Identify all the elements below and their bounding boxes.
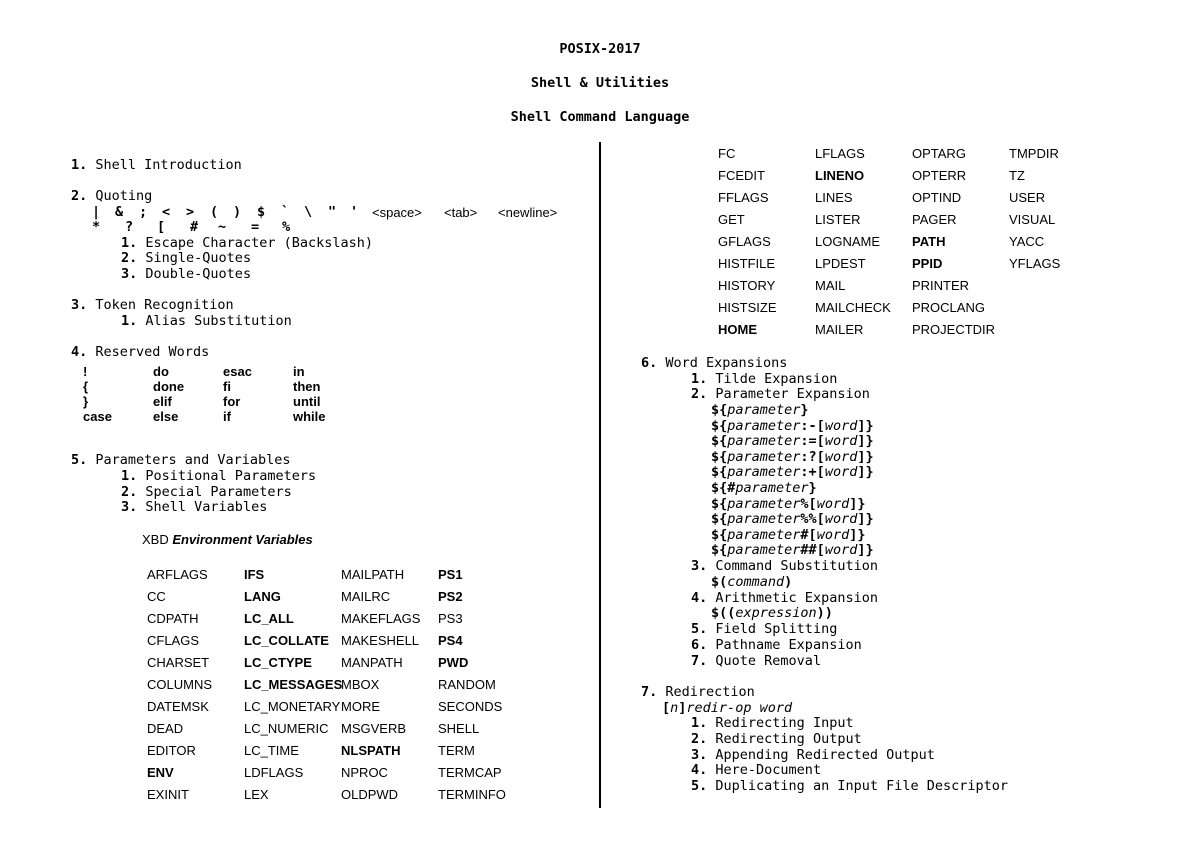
env-var: FCEDIT <box>718 168 765 183</box>
section-title: Word Expansions <box>665 355 788 371</box>
doc-section-title: Shell Command Language <box>510 109 690 125</box>
env-var: HISTORY <box>718 278 776 293</box>
section-number: 4. <box>71 344 88 360</box>
env-var: FFLAGS <box>718 190 769 205</box>
section-6-heading <box>641 357 787 371</box>
parameter-form <box>711 448 874 465</box>
quote-char: ? <box>125 219 134 235</box>
env-var: PAGER <box>912 212 957 227</box>
env-var: DATEMSK <box>147 699 209 714</box>
sub-title: Field Splitting <box>715 621 838 637</box>
form-italic: expression <box>735 605 817 621</box>
reserved-word: else <box>153 409 179 424</box>
form-suffix: ]} <box>857 542 874 559</box>
sub-title: Quote Removal <box>715 653 822 669</box>
quote-char: ( <box>210 204 219 220</box>
section-number: 2. <box>71 188 88 204</box>
form-parameter: parameter <box>727 417 801 434</box>
env-var: MAILRC <box>341 589 391 604</box>
env-var: PS1 <box>438 567 463 582</box>
reserved-word: if <box>223 409 231 424</box>
parameter-form <box>711 513 874 527</box>
reserved-words-table <box>83 365 363 423</box>
parameter-form <box>711 435 874 449</box>
section-2-2 <box>121 252 251 266</box>
form-prefix: $( <box>711 574 728 590</box>
parameter-form <box>711 466 874 480</box>
quote-char: > <box>186 204 195 220</box>
env-var: SECONDS <box>438 699 503 714</box>
sub-title: Duplicating an Input File Descriptor <box>715 778 1009 794</box>
env-var: NLSPATH <box>341 743 401 758</box>
env-var: VISUAL <box>1009 212 1056 227</box>
form-word: word <box>824 448 858 465</box>
env-var: TZ <box>1009 168 1025 183</box>
env-var: MAILCHECK <box>815 300 891 315</box>
quote-char: [ <box>157 219 166 235</box>
quote-whitespace-token: <newline> <box>498 205 558 220</box>
env-var: YACC <box>1009 234 1045 249</box>
quote-char: = <box>251 219 260 235</box>
form-word: word <box>824 542 858 559</box>
quote-char: " <box>328 204 337 220</box>
env-var: ARFLAGS <box>147 567 208 582</box>
section-title: Redirection <box>665 684 755 700</box>
sub-title: Redirecting Input <box>715 715 854 731</box>
section-7-2 <box>691 733 862 747</box>
section-6-3 <box>691 560 878 574</box>
reserved-word: { <box>83 379 89 394</box>
form-word: word <box>816 526 850 543</box>
form-parameter: parameter <box>727 433 801 450</box>
parameter-form <box>711 495 866 512</box>
env-var: LPDEST <box>815 256 866 271</box>
form-suffix: } <box>808 480 817 496</box>
quote-char: \ <box>304 204 313 220</box>
form-prefix: ${ <box>711 495 728 512</box>
form-word: word <box>824 417 858 434</box>
env-var: LC_ALL <box>244 611 294 626</box>
reserved-word: until <box>293 394 321 409</box>
form-rest: redir-op word <box>686 700 793 716</box>
env-var: EDITOR <box>147 743 196 758</box>
xbd-title: Environment Variables <box>172 532 313 547</box>
env-var: LDFLAGS <box>244 765 304 780</box>
section-1-heading <box>71 159 242 173</box>
env-var: YFLAGS <box>1009 256 1061 271</box>
section-7-4 <box>691 764 821 778</box>
env-var: TERM <box>438 743 475 758</box>
env-var: CFLAGS <box>147 633 200 648</box>
form-parameter: parameter <box>727 511 801 528</box>
env-var: ENV <box>147 765 174 780</box>
sub-number: 3. <box>121 266 138 282</box>
form-operator: :?[ <box>800 448 825 465</box>
sub-title: Appending Redirected Output <box>715 747 935 763</box>
form-suffix: ]} <box>857 511 874 528</box>
form-parameter: parameter <box>727 402 801 418</box>
form-operator: #[ <box>800 526 817 543</box>
form-prefix: ${ <box>711 526 728 543</box>
form-suffix: )) <box>816 605 833 621</box>
form-operator: %%[ <box>800 511 825 528</box>
form-prefix: ${ <box>711 464 728 481</box>
quote-char: * <box>92 219 101 235</box>
section-2-1 <box>121 237 373 251</box>
reserved-word: elif <box>153 394 172 409</box>
env-var: LC_COLLATE <box>244 633 329 648</box>
env-var <box>1009 323 1106 336</box>
form-operator: ##[ <box>800 542 825 559</box>
sub-title: Escape Character (Backslash) <box>145 235 373 251</box>
parameter-form <box>711 482 817 496</box>
xbd-prefix: XBD <box>142 532 169 547</box>
sub-number: 1. <box>121 468 138 484</box>
sub-number: 2. <box>691 731 708 747</box>
env-var: MANPATH <box>341 655 403 670</box>
reserved-word: do <box>153 364 169 379</box>
section-6-1 <box>691 373 837 387</box>
sub-title: Double-Quotes <box>145 266 252 282</box>
env-var: LC_MESSAGES <box>244 677 343 692</box>
env-var: FC <box>718 146 736 161</box>
reserved-word: for <box>223 394 241 409</box>
form-parameter: parameter <box>727 542 801 559</box>
sub-number: 3. <box>691 747 708 763</box>
sub-title: Arithmetic Expansion <box>715 590 878 606</box>
doc-subtitle: Shell & Utilities <box>530 75 670 91</box>
command-subst-form <box>711 576 792 590</box>
section-number: 1. <box>71 157 88 173</box>
env-var: LOGNAME <box>815 234 881 249</box>
redirection-form <box>662 702 792 716</box>
sub-title: Single-Quotes <box>145 250 252 266</box>
form-suffix: ]} <box>857 433 874 450</box>
quote-char: < <box>162 204 171 220</box>
section-6-7 <box>691 655 821 669</box>
section-number: 5. <box>71 452 88 468</box>
sub-number: 4. <box>691 762 708 778</box>
env-var: PRINTER <box>912 278 970 293</box>
sub-number: 1. <box>121 313 138 329</box>
sub-title: Special Parameters <box>145 484 292 500</box>
sub-number: 5. <box>691 778 708 794</box>
reserved-word: then <box>293 379 321 394</box>
form-suffix: } <box>800 402 809 418</box>
env-var: EXINIT <box>147 787 189 802</box>
section-number: 7. <box>641 684 658 700</box>
env-var: MAKESHELL <box>341 633 420 648</box>
form-suffix: ]} <box>857 464 874 481</box>
section-title: Reserved Words <box>95 344 210 360</box>
env-var: SHELL <box>438 721 480 736</box>
sub-title: Positional Parameters <box>145 468 317 484</box>
section-title: Parameters and Variables <box>95 452 291 468</box>
env-var: PS4 <box>438 633 463 648</box>
env-var: LFLAGS <box>815 146 865 161</box>
section-6-6 <box>691 639 862 653</box>
quote-char: ' <box>350 204 359 220</box>
env-var: PROCLANG <box>912 300 985 315</box>
sub-number: 2. <box>121 250 138 266</box>
sub-number: 2. <box>691 386 708 402</box>
env-var: LC_CTYPE <box>244 655 312 670</box>
sub-title: Command Substitution <box>715 558 878 574</box>
section-7-heading <box>641 686 755 700</box>
env-var: NPROC <box>341 765 388 780</box>
reserved-word: esac <box>223 364 252 379</box>
env-var: MAIL <box>815 278 846 293</box>
form-word: word <box>824 464 858 481</box>
section-title: Shell Introduction <box>95 157 242 173</box>
form-operator: :=[ <box>800 433 825 450</box>
env-vars-table-left <box>147 568 535 801</box>
env-var: LEX <box>244 787 269 802</box>
reserved-word: fi <box>223 379 231 394</box>
section-3-heading <box>71 299 234 313</box>
section-2-heading <box>71 190 152 204</box>
env-var: USER <box>1009 190 1046 205</box>
quote-char: ` <box>281 204 290 220</box>
section-5-2 <box>121 486 292 500</box>
env-var: PWD <box>438 655 469 670</box>
quote-char: ) <box>233 204 242 220</box>
reserved-word: in <box>293 364 305 379</box>
env-var: MORE <box>341 699 380 714</box>
sub-title: Shell Variables <box>145 499 268 515</box>
env-var: PATH <box>912 234 946 249</box>
quote-char: % <box>282 219 291 235</box>
env-var: TERMCAP <box>438 765 502 780</box>
env-var: CHARSET <box>147 655 210 670</box>
quote-char: | <box>92 204 101 220</box>
sub-title: Here-Document <box>715 762 822 778</box>
form-suffix: ) <box>784 574 793 590</box>
section-title: Quoting <box>95 188 153 204</box>
form-n: n <box>670 700 679 716</box>
env-var: TERMINFO <box>438 787 506 802</box>
form-parameter: parameter <box>727 495 801 512</box>
reserved-word: } <box>83 394 89 409</box>
section-7-5 <box>691 780 1008 794</box>
quote-char: ~ <box>218 219 227 235</box>
form-prefix: ${# <box>711 480 736 496</box>
section-number: 6. <box>641 355 658 371</box>
env-var: MAILER <box>815 322 864 337</box>
sub-number: 1. <box>691 715 708 731</box>
env-var: HISTFILE <box>718 256 776 271</box>
form-parameter: parameter <box>727 448 801 465</box>
reserved-word: while <box>293 409 326 424</box>
sub-number: 5. <box>691 621 708 637</box>
env-var: MBOX <box>341 677 380 692</box>
form-word: word <box>824 511 858 528</box>
arith-expansion-form <box>711 607 833 621</box>
env-var: MAKEFLAGS <box>341 611 421 626</box>
quote-char: # <box>190 219 199 235</box>
sub-number: 3. <box>691 558 708 574</box>
env-var: DEAD <box>147 721 184 736</box>
sub-title: Pathname Expansion <box>715 637 862 653</box>
sub-number: 7. <box>691 653 708 669</box>
form-prefix: ${ <box>711 417 728 434</box>
quote-char: $ <box>257 204 266 220</box>
form-bracket-open: [ <box>662 700 671 716</box>
section-5-heading <box>71 454 290 468</box>
form-suffix: ]} <box>857 448 874 465</box>
env-var: OPTARG <box>912 146 966 161</box>
sub-title: Tilde Expansion <box>715 371 838 387</box>
sub-number: 1. <box>121 235 138 251</box>
env-vars-table-right <box>718 147 1106 336</box>
env-var: GFLAGS <box>718 234 771 249</box>
form-prefix: ${ <box>711 433 728 450</box>
sub-number: 2. <box>121 484 138 500</box>
form-parameter: parameter <box>735 480 809 496</box>
env-var: IFS <box>244 567 265 582</box>
sub-number: 6. <box>691 637 708 653</box>
env-var: COLUMNS <box>147 677 213 692</box>
section-7-3 <box>691 749 935 763</box>
env-var: CDPATH <box>147 611 199 626</box>
env-var: LC_TIME <box>244 743 299 758</box>
env-var: OLDPWD <box>341 787 399 802</box>
env-var: MSGVERB <box>341 721 407 736</box>
parameter-form <box>711 544 874 558</box>
env-var <box>1009 279 1106 292</box>
reserved-word: ! <box>83 364 88 379</box>
reserved-word: case <box>83 409 112 424</box>
env-var: LINES <box>815 190 853 205</box>
env-var: OPTERR <box>912 168 967 183</box>
column-divider <box>599 142 601 808</box>
env-var: LC_MONETARY <box>244 699 341 714</box>
xbd-heading <box>142 533 313 546</box>
env-var: LC_NUMERIC <box>244 721 329 736</box>
section-5-3 <box>121 501 267 515</box>
sub-number: 4. <box>691 590 708 606</box>
env-var: GET <box>718 212 745 227</box>
form-parameter: parameter <box>727 464 801 481</box>
env-var: PPID <box>912 256 943 271</box>
form-word: word <box>824 433 858 450</box>
section-6-5 <box>691 623 837 637</box>
form-prefix: ${ <box>711 511 728 528</box>
section-number: 3. <box>71 297 88 313</box>
env-var: PS2 <box>438 589 463 604</box>
env-var: OPTIND <box>912 190 962 205</box>
quote-whitespace-token: <tab> <box>444 205 478 220</box>
env-var: HISTSIZE <box>718 300 777 315</box>
sub-number: 1. <box>691 371 708 387</box>
env-var: LINENO <box>815 168 865 183</box>
env-var: PS3 <box>438 611 463 626</box>
env-var: HOME <box>718 322 757 337</box>
sub-number: 3. <box>121 499 138 515</box>
env-var: PROJECTDIR <box>912 322 996 337</box>
form-operator: %[ <box>800 495 817 512</box>
form-word: word <box>816 495 850 512</box>
env-var: MAILPATH <box>341 567 405 582</box>
form-prefix: $(( <box>711 605 736 621</box>
form-operator: :-[ <box>800 417 825 434</box>
form-suffix: ]} <box>849 526 866 543</box>
form-italic: command <box>727 574 785 590</box>
form-prefix: ${ <box>711 402 728 418</box>
quote-char: ; <box>139 204 148 220</box>
env-var: TMPDIR <box>1009 146 1059 161</box>
parameter-form <box>711 526 866 543</box>
section-title: Token Recognition <box>95 297 234 313</box>
section-4-heading <box>71 346 209 360</box>
form-bracket-close: ] <box>678 700 687 716</box>
section-7-1 <box>691 717 854 731</box>
doc-title: POSIX-2017 <box>559 41 641 57</box>
form-operator: :+[ <box>800 464 825 481</box>
section-3-1 <box>121 315 292 329</box>
section-6-4 <box>691 592 878 606</box>
env-var: LISTER <box>815 212 861 227</box>
parameter-form <box>711 417 874 434</box>
form-suffix: ]} <box>857 417 874 434</box>
form-parameter: parameter <box>727 526 801 543</box>
form-prefix: ${ <box>711 542 728 559</box>
form-prefix: ${ <box>711 448 728 465</box>
env-var <box>1009 301 1106 314</box>
section-6-2 <box>691 388 870 402</box>
env-var: CC <box>147 589 166 604</box>
reserved-word: done <box>153 379 185 394</box>
sub-title: Alias Substitution <box>145 313 292 329</box>
section-5-1 <box>121 470 316 484</box>
parameter-form <box>711 404 809 418</box>
env-var: RANDOM <box>438 677 496 692</box>
quote-char: & <box>115 204 124 220</box>
sub-title: Parameter Expansion <box>715 386 870 402</box>
sub-title: Redirecting Output <box>715 731 862 747</box>
form-suffix: ]} <box>849 495 866 512</box>
quote-whitespace-token: <space> <box>372 205 422 220</box>
section-2-3 <box>121 268 251 282</box>
env-var: LANG <box>244 589 281 604</box>
